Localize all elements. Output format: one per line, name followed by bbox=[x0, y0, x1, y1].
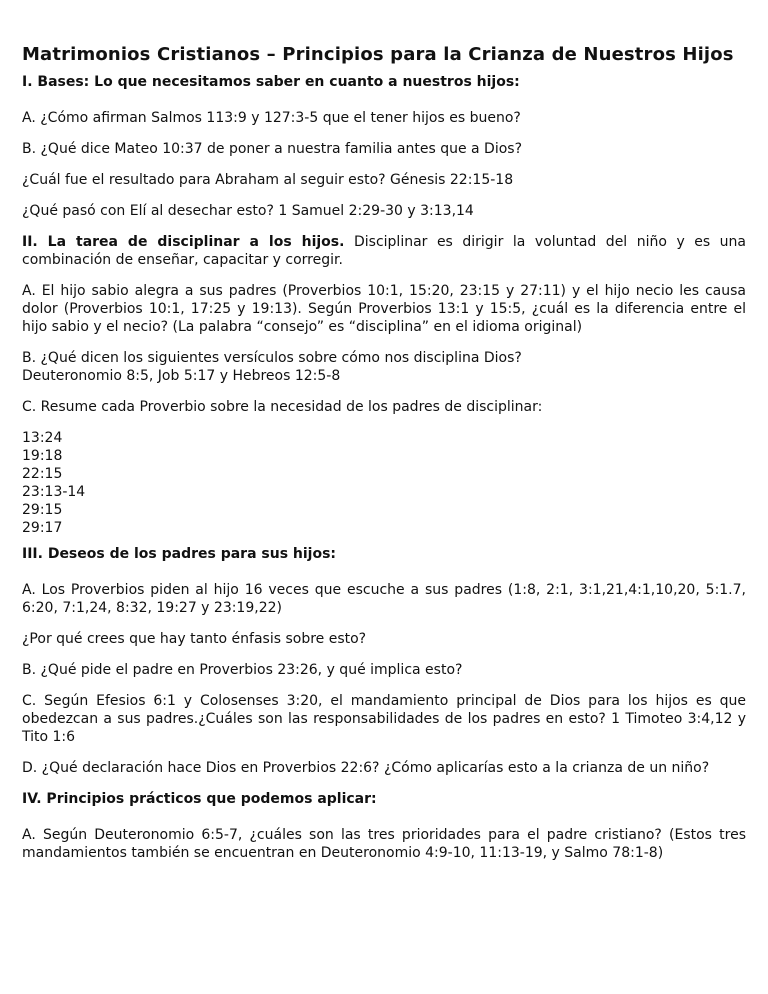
section-3-question-b: B. ¿Qué pide el padre en Proverbios 23:26, y qué implica esto? bbox=[22, 662, 463, 678]
section-4-heading: IV. Principios prácticos que podemos aplicar: bbox=[22, 791, 377, 807]
section-4-question-a: A. Según Deuteronomio 6:5-7, ¿cuáles son las tres prioridades para el padre cristiano? (Estos tres mandamientos también se encuentran en Deuteronomio 4:9-10, 11:13-19, y Salmo 78:1-8) bbox=[22, 827, 746, 861]
proverbs-reference-list bbox=[22, 429, 746, 537]
section-2-question-b bbox=[22, 349, 746, 385]
section-3-heading: III. Deseos de los padres para sus hijos: bbox=[22, 546, 337, 562]
section-2-heading: II. La tarea de disciplinar a los hijos. bbox=[22, 234, 345, 250]
proverbs-reference: 22:15 bbox=[22, 466, 63, 482]
section-1-question-a: A. ¿Cómo afirman Salmos 113:9 y 127:3-5 que el tener hijos es bueno? bbox=[22, 110, 521, 126]
proverbs-reference: 23:13-14 bbox=[22, 484, 86, 500]
section-3-question-a: A. Los Proverbios piden al hijo 16 veces que escuche a sus padres (1:8, 2:1, 3:1,21,4:1,10,20, 5:1.7, 6:20, 7:1,24, 8:32, 19:27 y 23:19,22) bbox=[22, 582, 746, 616]
section-1-question-c: ¿Cuál fue el resultado para Abraham al seguir esto? Génesis 22:15-18 bbox=[22, 172, 514, 188]
section-2-question-c: C. Resume cada Proverbio sobre la necesidad de los padres de disciplinar: bbox=[22, 399, 543, 415]
section-1-question-d: ¿Qué pasó con Elí al desechar esto? 1 Samuel 2:29-30 y 3:13,14 bbox=[22, 203, 474, 219]
proverbs-reference: 29:17 bbox=[22, 520, 63, 536]
document-title: Matrimonios Cristianos – Principios para la Crianza de Nuestros Hijos bbox=[22, 44, 734, 65]
section-2-question-a: A. El hijo sabio alegra a sus padres (Proverbios 10:1, 15:20, 23:15 y 27:11) y el hijo necio les causa dolor (Proverbios 10:1, 17:25 y 19:13). Según Proverbios 13:1 y 15:5, ¿cuál es la diferencia entre el hijo sabio y el necio? (La palabra “consejo” es “disciplina” en el idioma original) bbox=[22, 283, 746, 335]
section-3-question-d: D. ¿Qué declaración hace Dios en Proverbios 22:6? ¿Cómo aplicarías esto a la crianza de un niño? bbox=[22, 760, 710, 776]
section-3-question-c: C. Según Efesios 6:1 y Colosenses 3:20, el mandamiento principal de Dios para los hijos es que obedezcan a sus padres.¿Cuáles son las responsabilidades de los padres en esto? 1 Timoteo 3:4,12 y Tito 1:6 bbox=[22, 693, 746, 745]
section-2-intro-paragraph bbox=[22, 233, 746, 269]
proverbs-reference: 13:24 bbox=[22, 430, 63, 446]
section-2-intro: Disciplinar es dirigir la voluntad del niño y es una combinación de enseñar, capacitar y corregir. bbox=[22, 234, 747, 268]
proverbs-reference: 19:18 bbox=[22, 448, 63, 464]
document-body bbox=[22, 44, 746, 875]
section-1-question-b: B. ¿Qué dice Mateo 10:37 de poner a nuestra familia antes que a Dios? bbox=[22, 141, 523, 157]
section-2-question-b-refs: Deuteronomio 8:5, Job 5:17 y Hebreos 12:5-8 bbox=[22, 368, 341, 384]
section-1-heading: I. Bases: Lo que necesitamos saber en cuanto a nuestros hijos: bbox=[22, 74, 520, 90]
section-2-question-b-text: B. ¿Qué dicen los siguientes versículos sobre cómo nos disciplina Dios? bbox=[22, 350, 522, 366]
section-3-question-a-followup: ¿Por qué crees que hay tanto énfasis sobre esto? bbox=[22, 631, 367, 647]
proverbs-reference: 29:15 bbox=[22, 502, 63, 518]
